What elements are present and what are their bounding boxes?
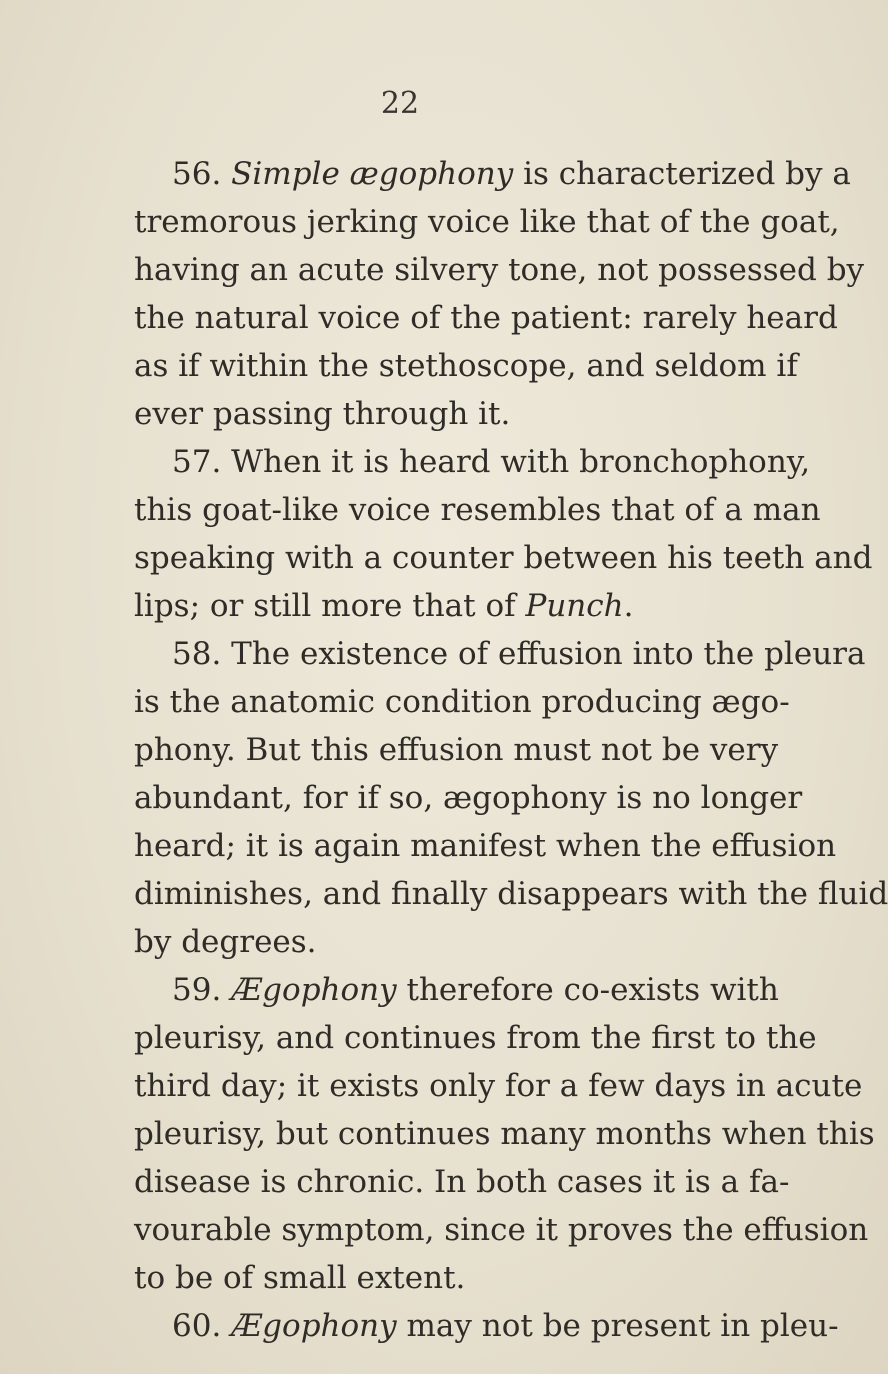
text-line: 60. Ægophony may not be present in pleu- xyxy=(172,1308,839,1344)
text-line: 56. Simple ægophony is characterized by a xyxy=(172,156,851,192)
text-line: as if within the stethoscope, and seldom if xyxy=(134,348,798,384)
text-line: pleurisy, and continues from the first to the xyxy=(134,1020,817,1056)
text-line: pleurisy, but continues many months when this xyxy=(134,1116,875,1152)
text-line: vourable symptom, since it proves the effusion xyxy=(134,1212,869,1248)
text-line: is the anatomic condition producing ægo- xyxy=(134,684,790,720)
text-line: 57. When it is heard with bronchophony, xyxy=(172,444,811,480)
text-line: by degrees. xyxy=(134,924,317,960)
text-line: ever passing through it. xyxy=(134,396,511,432)
text-line: the natural voice of the patient: rarely heard xyxy=(134,300,838,336)
text-line: lips; or still more that of Punch. xyxy=(134,588,634,624)
text-line: 58. The existence of effusion into the pleura xyxy=(172,636,866,672)
text-line: heard; it is again manifest when the effusion xyxy=(134,828,837,864)
text-line: speaking with a counter between his teeth and xyxy=(134,540,873,576)
text-line: tremorous jerking voice like that of the goat, xyxy=(134,204,840,240)
text-line: abundant, for if so, ægophony is no longer xyxy=(134,780,803,816)
text-line: phony. But this effusion must not be very xyxy=(134,732,779,768)
text-line: to be of small extent. xyxy=(134,1260,466,1296)
text-line: disease is chronic. In both cases it is a fa- xyxy=(134,1164,790,1200)
page-number: 22 xyxy=(380,86,420,121)
text-line: having an acute silvery tone, not possessed by xyxy=(134,252,865,288)
text-line: 59. Ægophony therefore co-exists with xyxy=(172,972,779,1008)
text-line: diminishes, and finally disappears with the fluid xyxy=(134,876,888,912)
text-line: this goat-like voice resembles that of a man xyxy=(134,492,821,528)
text-line: third day; it exists only for a few days in acute xyxy=(134,1068,863,1104)
